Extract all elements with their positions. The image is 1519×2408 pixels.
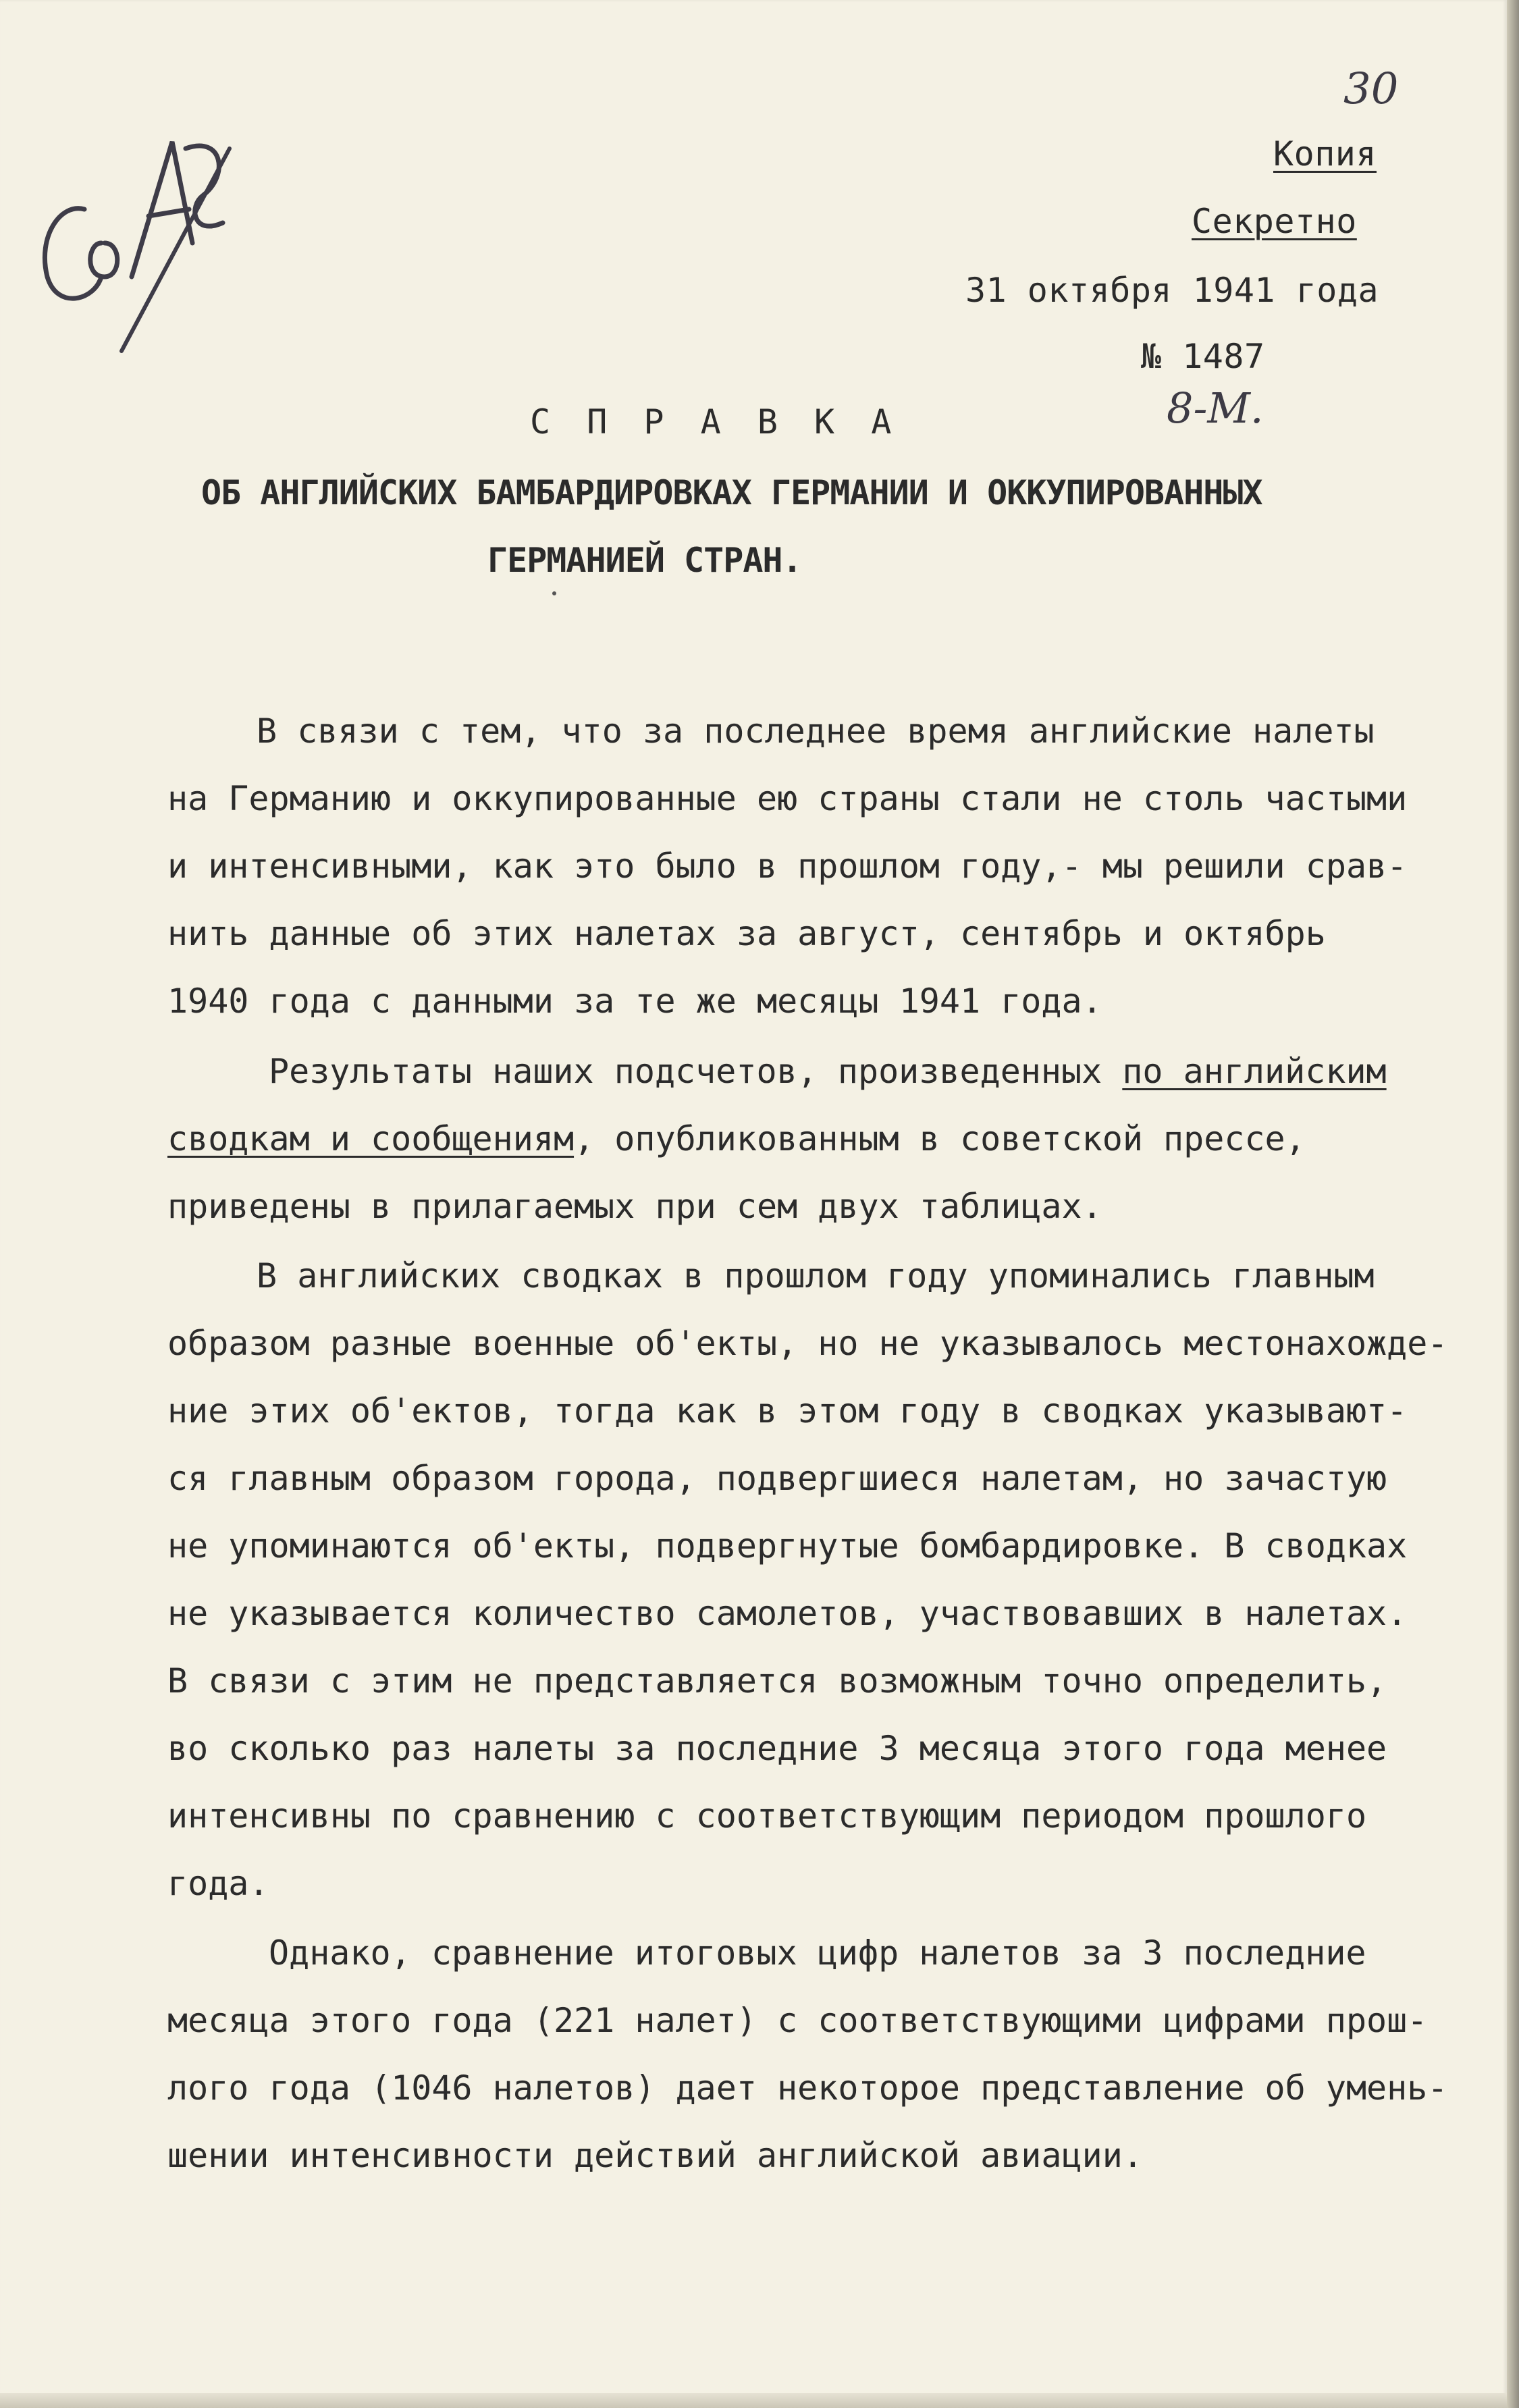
body-line: интенсивны по сравнению с соответствующим периодом прошлого <box>167 1796 1367 1836</box>
body-line: В связи с этим не представляется возможным точно определить, <box>167 1661 1387 1701</box>
body-line: во сколько раз налеты за последние 3 месяца этого года менее <box>167 1729 1387 1768</box>
page-number: 30 <box>1343 64 1399 114</box>
title-line-2: ГЕРМАНИЕЙ СТРАН. <box>487 541 802 580</box>
body-line <box>269 1051 1387 1092</box>
document-number: № 1487 <box>1141 337 1265 376</box>
body-line: В связи с тем, что за последнее время английские налеты <box>257 712 1375 751</box>
body-line: на Германию и оккупированные ею страны стали не столь частыми <box>167 779 1408 818</box>
body-text: , опубликованным в советской прессе, <box>574 1119 1306 1158</box>
underlined-text: сводкам и сообщениям <box>167 1119 575 1158</box>
copy-label: Копия <box>1273 134 1377 173</box>
body-line: ние этих об'ектов, тогда как в этом году в сводках указывают- <box>167 1391 1408 1430</box>
body-text: Результаты наших подсчетов, произведенных <box>269 1052 1123 1091</box>
body-line: года. <box>167 1864 269 1903</box>
body-line: ся главным образом города, подвергшиеся налетам, но зачастую <box>167 1459 1387 1498</box>
handwritten-signature <box>20 108 243 365</box>
body-line: Однако, сравнение итоговых цифр налетов за 3 последние <box>269 1933 1366 1973</box>
secret-label: Секретно <box>1192 202 1357 241</box>
body-line: 1940 года с данными за те же месяцы 1941 года. <box>167 982 1102 1021</box>
document-date: 31 октября 1941 года <box>965 271 1379 310</box>
body-line: не указывается количество самолетов, участвовавших в налетах. <box>167 1594 1408 1633</box>
body-line: лого года (1046 налетов) дает некоторое представление об умень- <box>167 2068 1448 2108</box>
handwritten-note: 8-М. <box>1167 383 1264 433</box>
body-line: образом разные военные об'екты, но не указывалось местонахожде- <box>167 1324 1448 1363</box>
body-line <box>167 1119 1306 1159</box>
underlined-text: по английским <box>1122 1052 1387 1091</box>
document-heading: С П Р А В К А <box>530 402 900 442</box>
body-line: месяца этого года (221 налет) с соответствующими цифрами прош- <box>167 2001 1428 2040</box>
body-line: и интенсивными, как это было в прошлом году,- мы решили срав- <box>167 847 1408 886</box>
ink-dot <box>552 591 556 595</box>
page-edge <box>1507 0 1519 2408</box>
page-bottom-edge <box>0 2393 1507 2408</box>
body-line: шении интенсивности действий английской авиации. <box>167 2136 1143 2175</box>
title-line-1: ОБ АНГЛИЙСКИХ БАМБАРДИРОВКАХ ГЕРМАНИИ И ОККУПИРОВАННЫХ <box>201 473 1262 512</box>
body-line: нить данные об этих налетах за август, сентябрь и октябрь <box>167 914 1326 953</box>
body-line: не упоминаются об'екты, подвергнутые бомбардировке. В сводках <box>167 1526 1408 1566</box>
body-line: приведены в прилагаемых при сем двух таблицах. <box>167 1187 1102 1226</box>
body-line: В английских сводках в прошлом году упоминались главным <box>257 1256 1375 1295</box>
